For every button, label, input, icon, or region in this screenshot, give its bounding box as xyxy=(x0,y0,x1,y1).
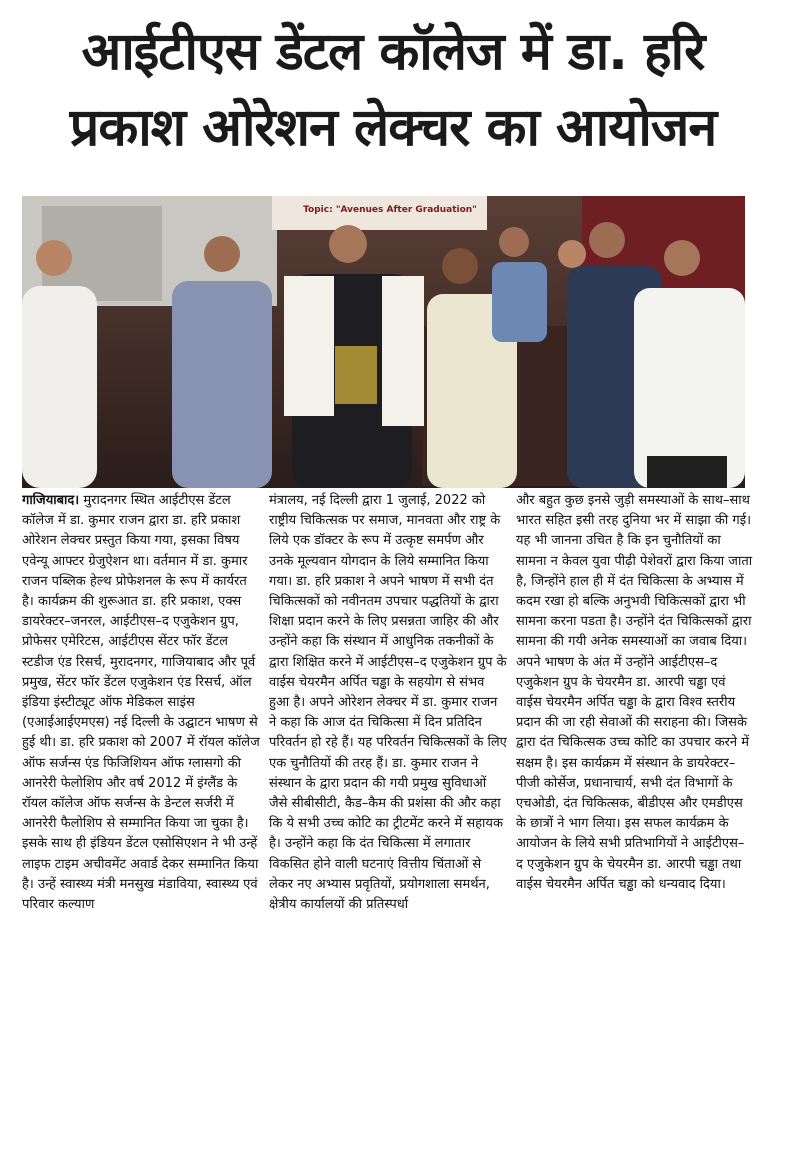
article-column-3 xyxy=(516,491,755,1143)
article-column-1 xyxy=(22,491,261,1143)
headline xyxy=(18,14,768,166)
column-1-text: मुरादनगर स्थित आईटीएस डेंटल कॉलेज में डा. कुमार राजन द्वारा डा. हरि प्रकाश ओरेशन लेक्चर प्रस्तुत किया गया, इसका विषय एवेन्यू आफ्टर ग्रेजुऐशन था। वर्तमान में डा. कुमार राजन पब्लिक हेल्थ प्रोफेशनल के रूप में कार्यरत है। कार्यक्रम की शुरूआत डा. हरि प्रकाश, एक्स डायरेक्टर–जनरल, आईटीएस–द एजुकेशन ग्रुप, प्रोफेसर एमेरिटस, आईटीएस सेंटर फॉर डेंटल स्टडीज एंड रिसर्च, मुरादनगर, गाजियाबाद और पूर्व प्रमुख, सेंटर फॉर डेंटल एजुकेशन एंड रिसर्च, ऑल इंडिया इंस्टीट्यूट ऑफ मेडिकल साइंस (एआईआईएमएस) नई दिल्ली के उद्घाटन भाषण से हुई थी। डा. हरि प्रकाश को 2007 में रॉयल कॉलेज ऑफ सर्जन्स एंड फिजिशियन ऑफ ग्लासगो की आनरेरी फेलोशिप और वर्ष 2012 में इंग्लैंड के रॉयल कॉलेज ऑफ सर्जन्स के डेन्टल सर्जरी में आनरेरी फैलोशिप से सम्मानित किया जा चुका है। इसके साथ ही इंडियन डेंटल एसोसिएशन ने भी उन्हें लाइफ टाइम अचीवमेंट अवार्ड देकर सम्मानित किया है। उन्हें स्वास्थ्य मंत्री मनसुख मंडाविया, स्वास्थ्य एवं परिवार कल्याण xyxy=(22,493,260,913)
article-body xyxy=(22,491,755,1143)
article-column-2 xyxy=(269,491,508,1143)
column-2-text: मंत्रालय, नई दिल्ली द्वारा 1 जुलाई, 2022 को राष्ट्रीय चिकित्सक पर समाज, मानवता और राष्ट्र के लिये एक डॉक्टर के रूप में उत्कृष्ट समर्पण और उनके मूल्यवान योगदान के लिये सम्मानित किया गया। डा. हरि प्रकाश ने अपने भाषण में सभी दंत चिकित्सकों को नवीनतम उपचार पद्धतियों के द्वारा शिक्षा प्रदान करने के लिए प्रसन्नता जाहिर की और उन्होंने कहा कि संस्थान में आधुनिक तकनीकों के द्वारा शिक्षित करने में आईटीएस–द एजुकेशन ग्रुप के वाईस चेयरमैन अर्पित चड्ढा के सहयोग से संभव हुआ है। अपने ओरेशन लेक्चर में डा. कुमार राजन ने कहा कि आज दंत चिकित्सा में दिन प्रतिदिन परिवर्तन हो रहे हैं। यह परिवर्तन चिकित्सकों के लिए एक चुनौतियों की तरह हैं। डा. कुमार राजन ने संस्थान के द्वारा प्रदान की गयी प्रमुख सुविधाओं जैसे सीबीसीटी, कैड–कैम की प्रशंसा की और कहा कि ये सभी उच्च कोटि का ट्रीटमेंट करने में सहायक है। उन्होंने कहा कि दंत चिकित्सा में लगातार विकसित होने वाली घटनाएं वित्तीय चिंताओं से लेकर नए अभ्यास प्रवृतियों, प्रयोगशाला समर्थन, क्षेत्रीय कार्यालयों की प्रतिस्पर्धा xyxy=(269,493,507,913)
headline-line-1: आईटीएस डेंटल कॉलेज में डा. हरि xyxy=(81,22,705,82)
dateline: गाजियाबाद। xyxy=(22,493,80,508)
event-photo xyxy=(22,196,745,488)
headline-line-2: प्रकाश ओरेशन लेक्चर का आयोजन xyxy=(69,98,717,158)
column-3-text: और बहुत कुछ इनसे जुड़ी समस्याओं के साथ–साथ भारत सहित इसी तरह दुनिया भर में साझा की गई। यह भी जानना उचित है कि इन चुनौतियों का सामना न केवल युवा पीढ़ी पेशेवरों द्वारा किया जाता है, जिन्होंने हाल ही में दंत चिकित्सा के अभ्यास में कदम रखा हो बल्कि अनुभवी चिकित्सकों द्वारा भी सामना करना पडता है। उन्होंने दंत चिकित्सकों द्वारा सामना की गयी अनेक समस्याओं का जवाब दिया। अपने भाषण के अंत में उन्होंने आईटीएस–द एजुकेशन ग्रुप के चेयरमैन डा. आरपी चड्ढा एवं वाईस चेयरमैन अर्पित चड्ढा के द्वारा विश्व स्तरीय प्रदान की जा रही सेवाओं की सराहना की। जिसके द्वारा दंत चिकित्सक उच्च कोटि का उपचार करने में सक्षम है। इस कार्यक्रम में संस्थान के डायरेक्टर–पीजी कोर्सेज, प्रधानाचार्य, सभी दंत विभागों के एचओडी, दंत चिकित्सक, बीडीएस और एमडीएस के छात्रों ने भाग लिया। इस सफल कार्यक्रम के आयोजन के लिये सभी प्रतिभागियों ने आईटीएस– द एजुकेशन ग्रुप के चेयरमैन डा. आरपी चड्ढा तथा वाईस चेयरमैन अर्पित चड्ढा को धन्यवाद दिया। xyxy=(516,493,753,892)
photo-banner-text: Topic: "Avenues After Graduation" xyxy=(303,205,477,215)
